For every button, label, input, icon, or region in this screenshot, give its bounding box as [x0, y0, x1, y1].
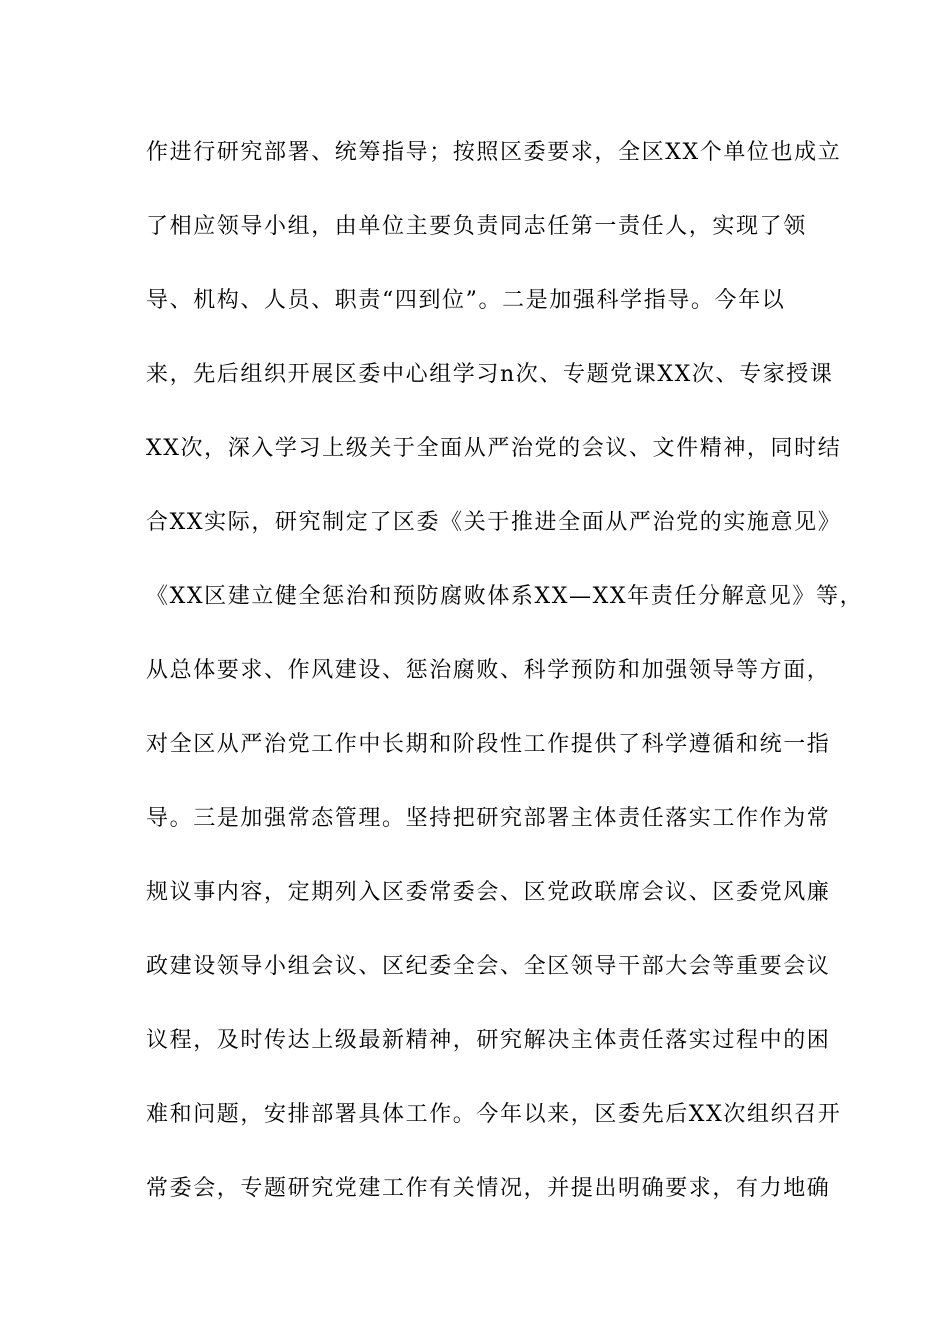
text-line: 导。三是加强常态管理。坚持把研究部署主体责任落实工作作为常	[146, 806, 831, 831]
text-line: 政建设领导小组会议、区纪委全会、全区领导干部大会等重要会议	[146, 954, 831, 979]
text-line: 对全区从严治党工作中长期和阶段性工作提供了科学遵循和统一指	[146, 732, 831, 757]
text-line: 来，先后组织开展区委中心组学习n次、专题党课XX次、专家授课	[146, 362, 834, 387]
text-line: 作进行研究部署、统筹指导；按照区委要求，全区XX个单位也成立	[146, 140, 842, 165]
text-line: XX次，深入学习上级关于全面从严治党的会议、文件精神，同时结	[146, 436, 842, 461]
text-line: 规议事内容，定期列入区委常委会、区党政联席会议、区委党风廉	[146, 880, 831, 905]
text-line: 了相应领导小组，由单位主要负责同志任第一责任人，实现了领	[146, 214, 807, 239]
text-line: 常委会，专题研究党建工作有关情况，并提出明确要求，有力地确	[146, 1176, 831, 1201]
body-text	[146, 131, 864, 1241]
text-line: 难和问题，安排部署具体工作。今年以来，区委先后XX次组织召开	[146, 1102, 842, 1127]
text-line: 《XX区建立健全惩治和预防腐败体系XX—XX年责任分解意见》等，	[146, 584, 864, 609]
text-line: 导、机构、人员、职责“四到位”。二是加强科学指导。今年以	[146, 288, 786, 313]
text-line: 议程，及时传达上级最新精神，研究解决主体责任落实过程中的困	[146, 1028, 831, 1053]
text-line: 从总体要求、作风建设、惩治腐败、科学预防和加强领导等方面，	[146, 658, 831, 683]
text-line: 合XX实际，研究制定了区委《关于推进全面从严治党的实施意见》	[146, 510, 842, 535]
